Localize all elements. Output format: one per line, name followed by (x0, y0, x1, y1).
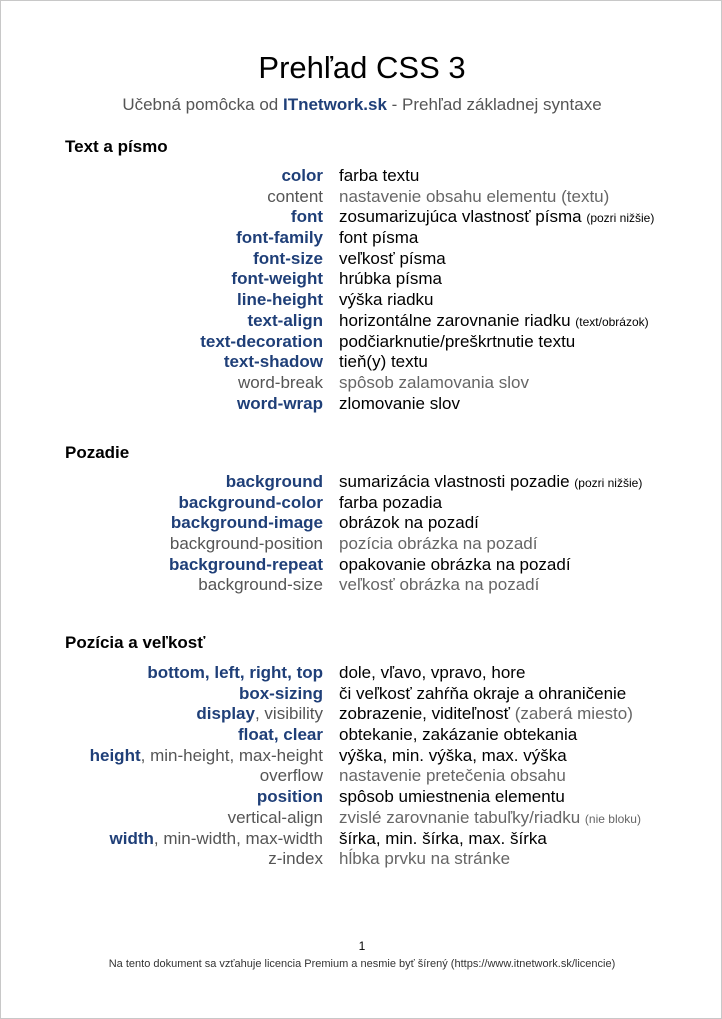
property-name (291, 207, 323, 228)
property-row (1, 290, 722, 311)
property-keyword: background-image (170, 513, 323, 533)
property-description (339, 684, 626, 705)
property-keyword: bottom (147, 663, 205, 682)
property-name (267, 187, 323, 208)
property-keyword: position (256, 787, 323, 807)
property-separator: , (273, 725, 284, 745)
property-row (1, 228, 722, 249)
subtitle-prefix: Učebná pomôcka od (122, 95, 283, 114)
description-text: spôsob umiestnenia elementu (339, 787, 565, 807)
property-description (339, 166, 419, 187)
description-text: či veľkosť zahŕňa okraje a ohraničenie (339, 683, 627, 703)
property-separator: , (239, 663, 250, 682)
property-row (1, 332, 722, 353)
property-row (1, 352, 722, 373)
property-name (198, 575, 323, 596)
property-row (1, 575, 722, 596)
section-rows-background (1, 472, 722, 596)
property-name (257, 787, 323, 808)
property-keyword: vertical-align (227, 807, 323, 827)
property-keyword: box-sizing (238, 683, 323, 703)
property-name (237, 394, 323, 415)
property-description (339, 555, 571, 576)
property-description (339, 373, 529, 394)
property-keyword: font-size (253, 248, 323, 268)
description-text: výška, min. výška, max. výška (339, 745, 567, 765)
property-name (239, 684, 323, 705)
property-name (281, 166, 323, 187)
property-description (339, 352, 428, 373)
description-text: farba textu (339, 166, 420, 185)
property-name (90, 746, 323, 767)
description-text: pozícia obrázka na pozadí (339, 534, 538, 554)
property-keyword: z-index (268, 849, 323, 869)
property-description (339, 332, 575, 353)
property-description (339, 311, 649, 333)
description-text: zlomovanie slov (339, 393, 460, 413)
property-keyword: left (214, 663, 240, 682)
property-row (1, 269, 722, 290)
description-text: obtekanie, zakázanie obtekania (339, 725, 578, 745)
property-keyword: text-decoration (200, 331, 323, 351)
description-text: veľkosť písma (339, 248, 446, 268)
property-keyword: background-repeat (169, 554, 323, 574)
subtitle-brand: ITnetwork.sk (282, 95, 387, 114)
description-text: veľkosť obrázka na pozadí (339, 575, 540, 595)
property-name (228, 808, 323, 829)
property-keyword: font-family (236, 228, 323, 248)
property-description (339, 849, 510, 870)
description-text: spôsob zalamovania slov (339, 372, 529, 392)
property-row (1, 663, 722, 684)
section-heading-background: Pozadie (65, 443, 130, 462)
subtitle-suffix: - Prehľad základnej syntaxe (386, 95, 602, 114)
property-keyword: top (296, 663, 323, 682)
description-small-note: (pozri nižšie) (586, 211, 655, 226)
property-row (1, 311, 722, 332)
description-small-note: (nie bloku) (584, 811, 641, 826)
description-gray-note: (zaberá miesto) (510, 704, 633, 724)
property-row (1, 704, 722, 725)
property-name (178, 493, 323, 514)
property-keyword: right (249, 663, 288, 682)
property-row (1, 166, 722, 187)
property-row (1, 472, 722, 493)
property-keyword: background-position (169, 534, 323, 554)
property-row (1, 684, 722, 705)
description-small-note: (text/obrázok) (575, 314, 649, 329)
property-name (196, 704, 323, 725)
property-keyword: clear (283, 725, 323, 745)
description-text: nastavenie pretečenia obsahu (339, 766, 566, 786)
description-text: horizontálne zarovnanie riadku (339, 310, 571, 330)
property-keyword: , visibility (254, 704, 323, 724)
property-keyword: background-color (178, 492, 323, 512)
property-name (247, 311, 323, 332)
property-row (1, 373, 722, 394)
property-name (226, 472, 323, 493)
property-name (200, 332, 323, 353)
property-row (1, 555, 722, 576)
section-heading-text: Text a písmo (65, 137, 168, 156)
property-name (169, 555, 323, 576)
description-text: podčiarknutie/preškrtnutie textu (339, 331, 576, 351)
property-description (339, 787, 565, 808)
property-keyword: float (237, 725, 274, 745)
property-description (339, 187, 609, 208)
description-text: dole, vľavo, vpravo, hore (339, 663, 526, 682)
property-name (224, 352, 323, 373)
property-name (231, 269, 323, 290)
property-row (1, 725, 722, 746)
property-name (171, 513, 323, 534)
property-description (339, 663, 525, 684)
property-description (339, 746, 567, 767)
page-number: 1 (358, 939, 366, 953)
property-description (339, 808, 641, 830)
property-description (339, 472, 642, 494)
property-row (1, 766, 722, 787)
property-keyword: background-size (198, 575, 323, 595)
property-description (339, 207, 654, 229)
description-text: farba pozadia (339, 492, 443, 512)
property-row (1, 808, 722, 829)
property-separator: , (287, 663, 297, 682)
property-keyword: content (267, 186, 323, 206)
description-text: nastavenie obsahu elementu (textu) (339, 186, 610, 206)
property-description (339, 493, 442, 514)
property-name (260, 766, 323, 787)
property-description (339, 766, 566, 787)
description-text: sumarizácia vlastnosti pozadie (339, 472, 570, 491)
description-text: opakovanie obrázka na pozadí (339, 554, 571, 574)
property-description (339, 290, 433, 311)
property-name (268, 849, 323, 870)
license-footer: Na tento dokument sa vzťahuje licencia Premium a nesmie byť šírený (https://www.itnetwork.sk/licencie) (108, 958, 616, 970)
description-text: výška riadku (339, 290, 434, 310)
property-row (1, 746, 722, 767)
description-text: zobrazenie, viditeľnosť (339, 704, 511, 724)
property-keyword: height (89, 745, 141, 765)
section-heading-position: Pozícia a veľkosť (65, 633, 206, 652)
property-name (236, 228, 323, 249)
property-description (339, 829, 547, 850)
property-description (339, 513, 479, 534)
property-name (253, 249, 323, 270)
property-keyword: , min-width, max-width (153, 828, 323, 848)
property-keyword: font-weight (231, 269, 323, 289)
property-keyword: display (196, 704, 255, 724)
section-rows-text (1, 166, 722, 414)
description-text: šírka, min. šírka, max. šírka (339, 828, 547, 848)
property-keyword: background (225, 472, 323, 491)
description-text: zvislé zarovnanie tabuľky/riadku (339, 807, 581, 827)
property-keyword: width (109, 828, 154, 848)
description-text: obrázok na pozadí (339, 513, 479, 533)
property-description (339, 725, 577, 746)
property-name (238, 725, 323, 746)
property-row (1, 249, 722, 270)
property-keyword: overflow (259, 766, 323, 786)
property-separator: , (204, 663, 215, 682)
property-description (339, 575, 539, 596)
property-row (1, 787, 722, 808)
property-keyword: , min-height, max-height (140, 745, 323, 765)
property-keyword: line-height (237, 290, 323, 310)
description-text: hĺbka prvku na stránke (339, 849, 511, 869)
description-text: tieň(y) textu (339, 352, 428, 372)
property-description (339, 394, 460, 415)
property-row (1, 849, 722, 870)
property-row (1, 534, 722, 555)
property-name (238, 373, 323, 394)
property-description (339, 704, 633, 725)
property-keyword: font (290, 207, 323, 227)
description-text: hrúbka písma (339, 269, 442, 289)
property-name (147, 663, 323, 684)
page-title: Prehľad CSS 3 (258, 50, 466, 85)
property-keyword: text-align (247, 310, 323, 330)
description-small-note: (pozri nižšie) (574, 476, 643, 490)
property-keyword: text-shadow (223, 352, 323, 372)
property-description (339, 534, 537, 555)
description-text: zosumarizujúca vlastnosť písma (339, 207, 582, 227)
property-row (1, 513, 722, 534)
property-description (339, 269, 442, 290)
page-subtitle (1, 95, 722, 115)
property-row (1, 493, 722, 514)
section-rows-position (1, 663, 722, 870)
property-name (170, 534, 323, 555)
property-keyword: word-break (237, 372, 323, 392)
property-keyword: color (281, 166, 323, 185)
property-name (237, 290, 323, 311)
property-keyword: word-wrap (237, 393, 323, 413)
property-row (1, 829, 722, 850)
property-row (1, 394, 722, 415)
property-row (1, 207, 722, 228)
description-text: font písma (339, 228, 419, 248)
property-description (339, 249, 446, 270)
property-name (110, 829, 324, 850)
property-row (1, 187, 722, 208)
property-description (339, 228, 418, 249)
